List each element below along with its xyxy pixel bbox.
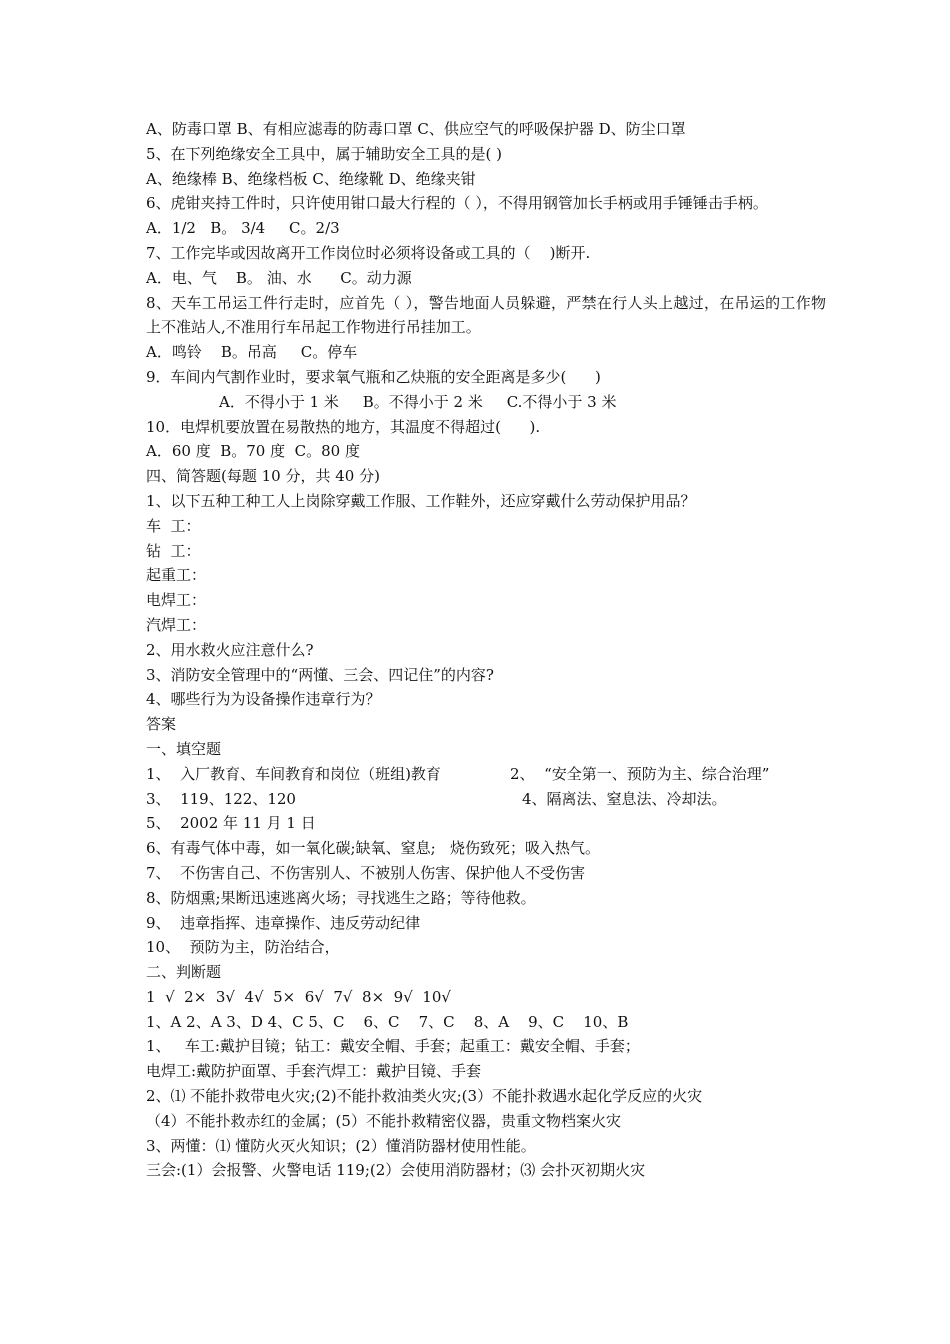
question-7: 7、工作完毕或因故离开工作岗位时必须将设备或工具的（ )断开. bbox=[146, 243, 591, 262]
answer-line: 1、 车工:戴护目镜；钻工：戴安全帽、手套；起重工：戴安全帽、手套； bbox=[146, 1037, 640, 1056]
answer-4: 4、隔离法、窒息法、冷却法。 bbox=[522, 789, 727, 808]
document-page bbox=[146, 117, 826, 1183]
answer-line: 7、 不伤害自己、不伤害别人、不被别人伤害、保护他人不受伤害 bbox=[146, 863, 586, 882]
option-line: A、防毒口罩 B、有相应滤毒的防毒口罩 C、供应空气的呼吸保护器 D、防尘口罩 bbox=[146, 120, 686, 138]
short-answer-2: 2、用水救火应注意什么? bbox=[146, 640, 314, 659]
question-5: 5、在下列绝缘安全工具中，属于辅助安全工具的是( ) bbox=[146, 144, 503, 163]
section-heading: 一、填空题 bbox=[146, 739, 222, 758]
section-heading: 四、简答题(每题 10 分，共 40 分) bbox=[146, 467, 380, 486]
question-6: 6、虎钳夹持工件时，只许使用钳口最大行程的（ ），不得用钢管加长手柄或用手锤锤击手柄。 bbox=[146, 194, 768, 213]
answer-line: 3、两懂：⑴ 懂防火灭火知识；(2）懂消防器材使用性能。 bbox=[146, 1136, 536, 1155]
section-heading: 二、判断题 bbox=[146, 963, 222, 982]
worker-type-line: 车 工： bbox=[146, 516, 201, 535]
answer-3: 3、 119、122、120 bbox=[146, 789, 296, 808]
answer-line: （4）不能扑救赤红的金属；(5）不能扑救精密仪器，贵重文物档案火灾 bbox=[146, 1111, 621, 1130]
answer-line bbox=[146, 762, 826, 787]
worker-type-line: 汽焊工： bbox=[146, 615, 207, 634]
answer-1: 1、 入厂教育、车间教育和岗位（班组)教育 bbox=[146, 764, 441, 783]
answer-line bbox=[146, 787, 826, 812]
answer-2: 2、 “安全第一、预防为主、综合治理” bbox=[510, 764, 770, 783]
worker-type-line: 起重工： bbox=[146, 566, 207, 585]
answer-line: 电焊工:戴防护面罩、手套汽焊工：戴护目镜、手套 bbox=[146, 1062, 482, 1081]
option-line: A、绝缘棒 B、绝缘档板 C、绝缘靴 D、绝缘夹钳 bbox=[146, 169, 476, 188]
answer-line: 1、A 2、A 3、D 4、C 5、C 6、C 7、C 8、A 9、C 10、B bbox=[146, 1012, 629, 1031]
answer-line: 8、防烟熏;果断迅速逃离火场；寻找逃生之路；等待他救。 bbox=[146, 888, 536, 907]
answer-line: 9、 违章指挥、违章操作、违反劳动纪律 bbox=[146, 913, 421, 932]
answer-line: 1 √ 2× 3√ 4√ 5× 6√ 7√ 8× 9√ 10√ bbox=[146, 987, 451, 1006]
short-answer-1: 1、以下五种工种工人上岗除穿戴工作服、工作鞋外，还应穿戴什么劳动保护用品？ bbox=[146, 491, 696, 510]
short-answer-3: 3、消防安全管理中的“两懂、三会、四记住”的内容? bbox=[146, 665, 494, 684]
option-line: A．1/2 B。 3/4 C。2/3 bbox=[146, 219, 340, 238]
short-answer-4: 4、哪些行为为设备操作违章行为？ bbox=[146, 690, 381, 709]
answers-heading: 答案 bbox=[146, 715, 177, 734]
option-line: A．不得小于 1 米 B。不得小于 2 米 C.不得小于 3 米 bbox=[219, 392, 617, 411]
option-line: A．电、气 B。 油、水 C。动力源 bbox=[146, 268, 412, 287]
answer-line: 6、有毒气体中毒，如一氧化碳;缺氧、窒息; 烧伤致死；吸入热气。 bbox=[146, 839, 600, 858]
question-9: 9．车间内气割作业时，要求氧气瓶和乙炔瓶的安全距离是多少( ) bbox=[146, 367, 601, 386]
question-10: 10．电焊机要放置在易散热的地方，其温度不得超过( ). bbox=[146, 417, 541, 436]
worker-type-line: 钻 工： bbox=[146, 541, 201, 560]
option-line: A．鸣铃 B。吊高 C。停车 bbox=[146, 343, 358, 362]
answer-line: 10、 预防为主，防治结合， bbox=[146, 938, 340, 957]
question-8: 8、天车工吊运工件行走时，应首先（ ），警告地面人员躲避，严禁在行人头上越过，在吊运的工作物上不准站人,不准用行车吊起工作物进行吊挂加工。 bbox=[146, 293, 826, 337]
worker-type-line: 电焊工： bbox=[146, 591, 207, 610]
answer-line: 2、⑴ 不能扑救带电火灾;(2)不能扑救油类火灾;(3）不能扑救遇水起化学反应的火灾 bbox=[146, 1087, 703, 1106]
option-line: A．60 度 B。70 度 C。80 度 bbox=[146, 442, 360, 461]
answer-line: 三会:(1）会报警、火警电话 119;(2）会使用消防器材；⑶ 会扑灭初期火灾 bbox=[146, 1161, 646, 1180]
answer-line: 5、 2002 年 11 月 1 日 bbox=[146, 814, 316, 833]
